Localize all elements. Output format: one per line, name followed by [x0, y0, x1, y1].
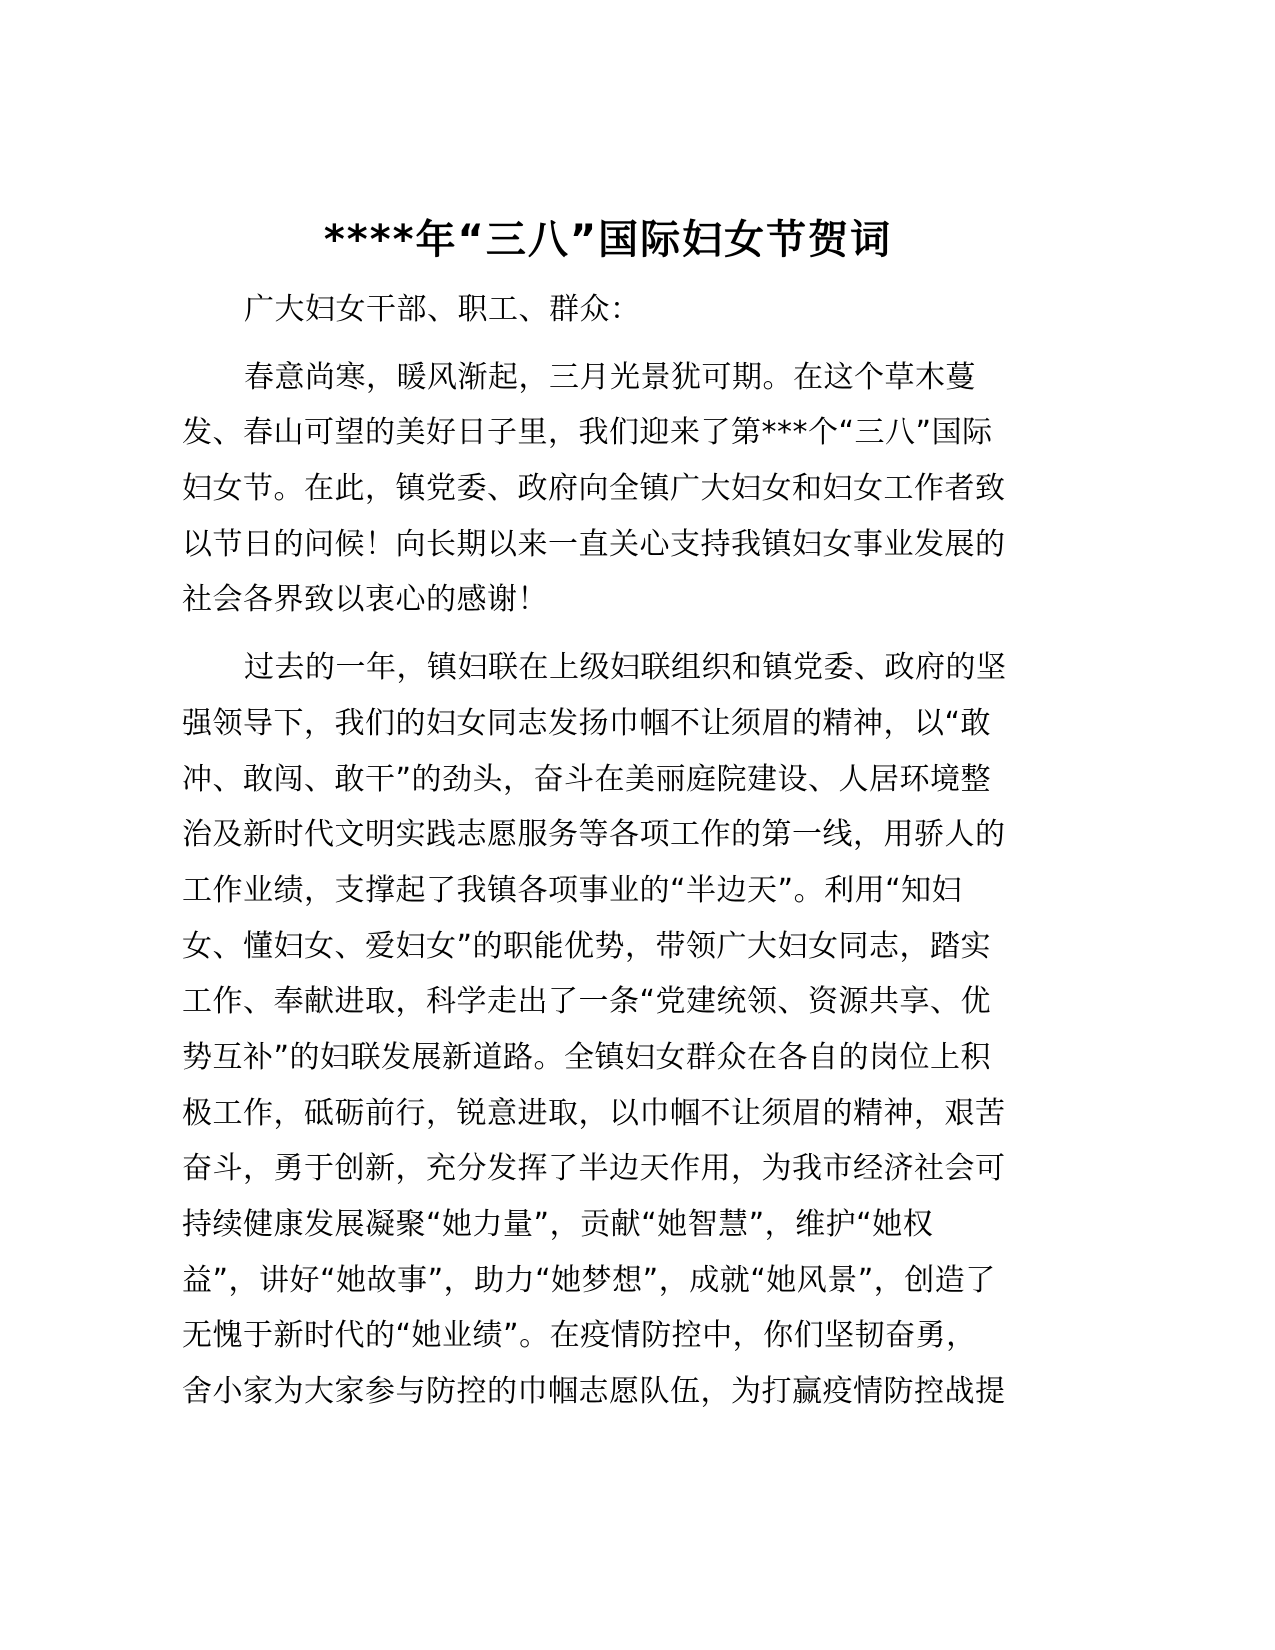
paragraph-line: 发、春山可望的美好日子里，我们迎来了第***个“三八”国际: [182, 415, 993, 451]
paragraph-line: 无愧于新时代的“她业绩”。在疫情防控中，你们坚韧奋勇，: [182, 1318, 977, 1354]
document-body: [182, 282, 1040, 1420]
paragraph-line: 工作、奉献进取，科学走出了一条“党建统领、资源共享、优: [182, 984, 992, 1020]
paragraph-line: 势互补”的妇联发展新道路。全镇妇女群众在各自的岗位上积: [182, 1039, 992, 1075]
paragraph-line: 过去的一年，镇妇联在上级妇联组织和镇党委、政府的坚: [244, 650, 1007, 686]
paragraph-line: 社会各界致以衷心的感谢！: [182, 582, 548, 618]
paragraph-line: 冲、敢闯、敢干”的劲头，奋斗在美丽庭院建设、人居环境整: [182, 761, 992, 797]
paragraph-line: 女、懂妇女、爱妇女”的职能优势，带领广大妇女同志，踏实: [182, 928, 992, 964]
paragraph-line: 治及新时代文明实践志愿服务等各项工作的第一线，用骄人的: [182, 817, 1006, 853]
paragraph-line: 春意尚寒，暖风渐起，三月光景犹可期。在这个草木蔓: [244, 359, 976, 395]
paragraph-line: 持续健康发展凝聚“她力量”，贡献“她智慧”，维护“她权: [182, 1207, 934, 1242]
paragraph-line: 妇女节。在此，镇党委、政府向全镇广大妇女和妇女工作者致: [182, 471, 1006, 507]
document-title: ****年“三八”国际妇女节贺词: [323, 217, 893, 263]
paragraph-line: 强领导下，我们的妇女同志发扬巾帼不让须眉的精神，以“敢: [182, 705, 992, 741]
paragraph-line: 以节日的问候！向长期以来一直关心支持我镇妇女事业发展的: [182, 526, 1006, 562]
paragraph-1: [182, 350, 1040, 628]
salutation: 广大妇女干部、职工、群众：: [244, 292, 641, 327]
paragraph-line: 益”，讲好“她故事”，助力“她梦想”，成就“她风景”，创造了: [182, 1262, 996, 1298]
paragraph-line: 极工作，砥砺前行，锐意进取，以巾帼不让须眉的精神，艰苦: [182, 1095, 1006, 1131]
paragraph-2: [182, 640, 1040, 1420]
paragraph-line: 工作业绩，支撑起了我镇各项事业的“半边天”。利用“知妇: [182, 872, 963, 908]
paragraph-line: 奋斗，勇于创新，充分发挥了半边天作用，为我市经济社会可: [182, 1151, 1006, 1187]
paragraph-line: 舍小家为大家参与防控的巾帼志愿队伍，为打赢疫情防控战提: [182, 1374, 1006, 1410]
